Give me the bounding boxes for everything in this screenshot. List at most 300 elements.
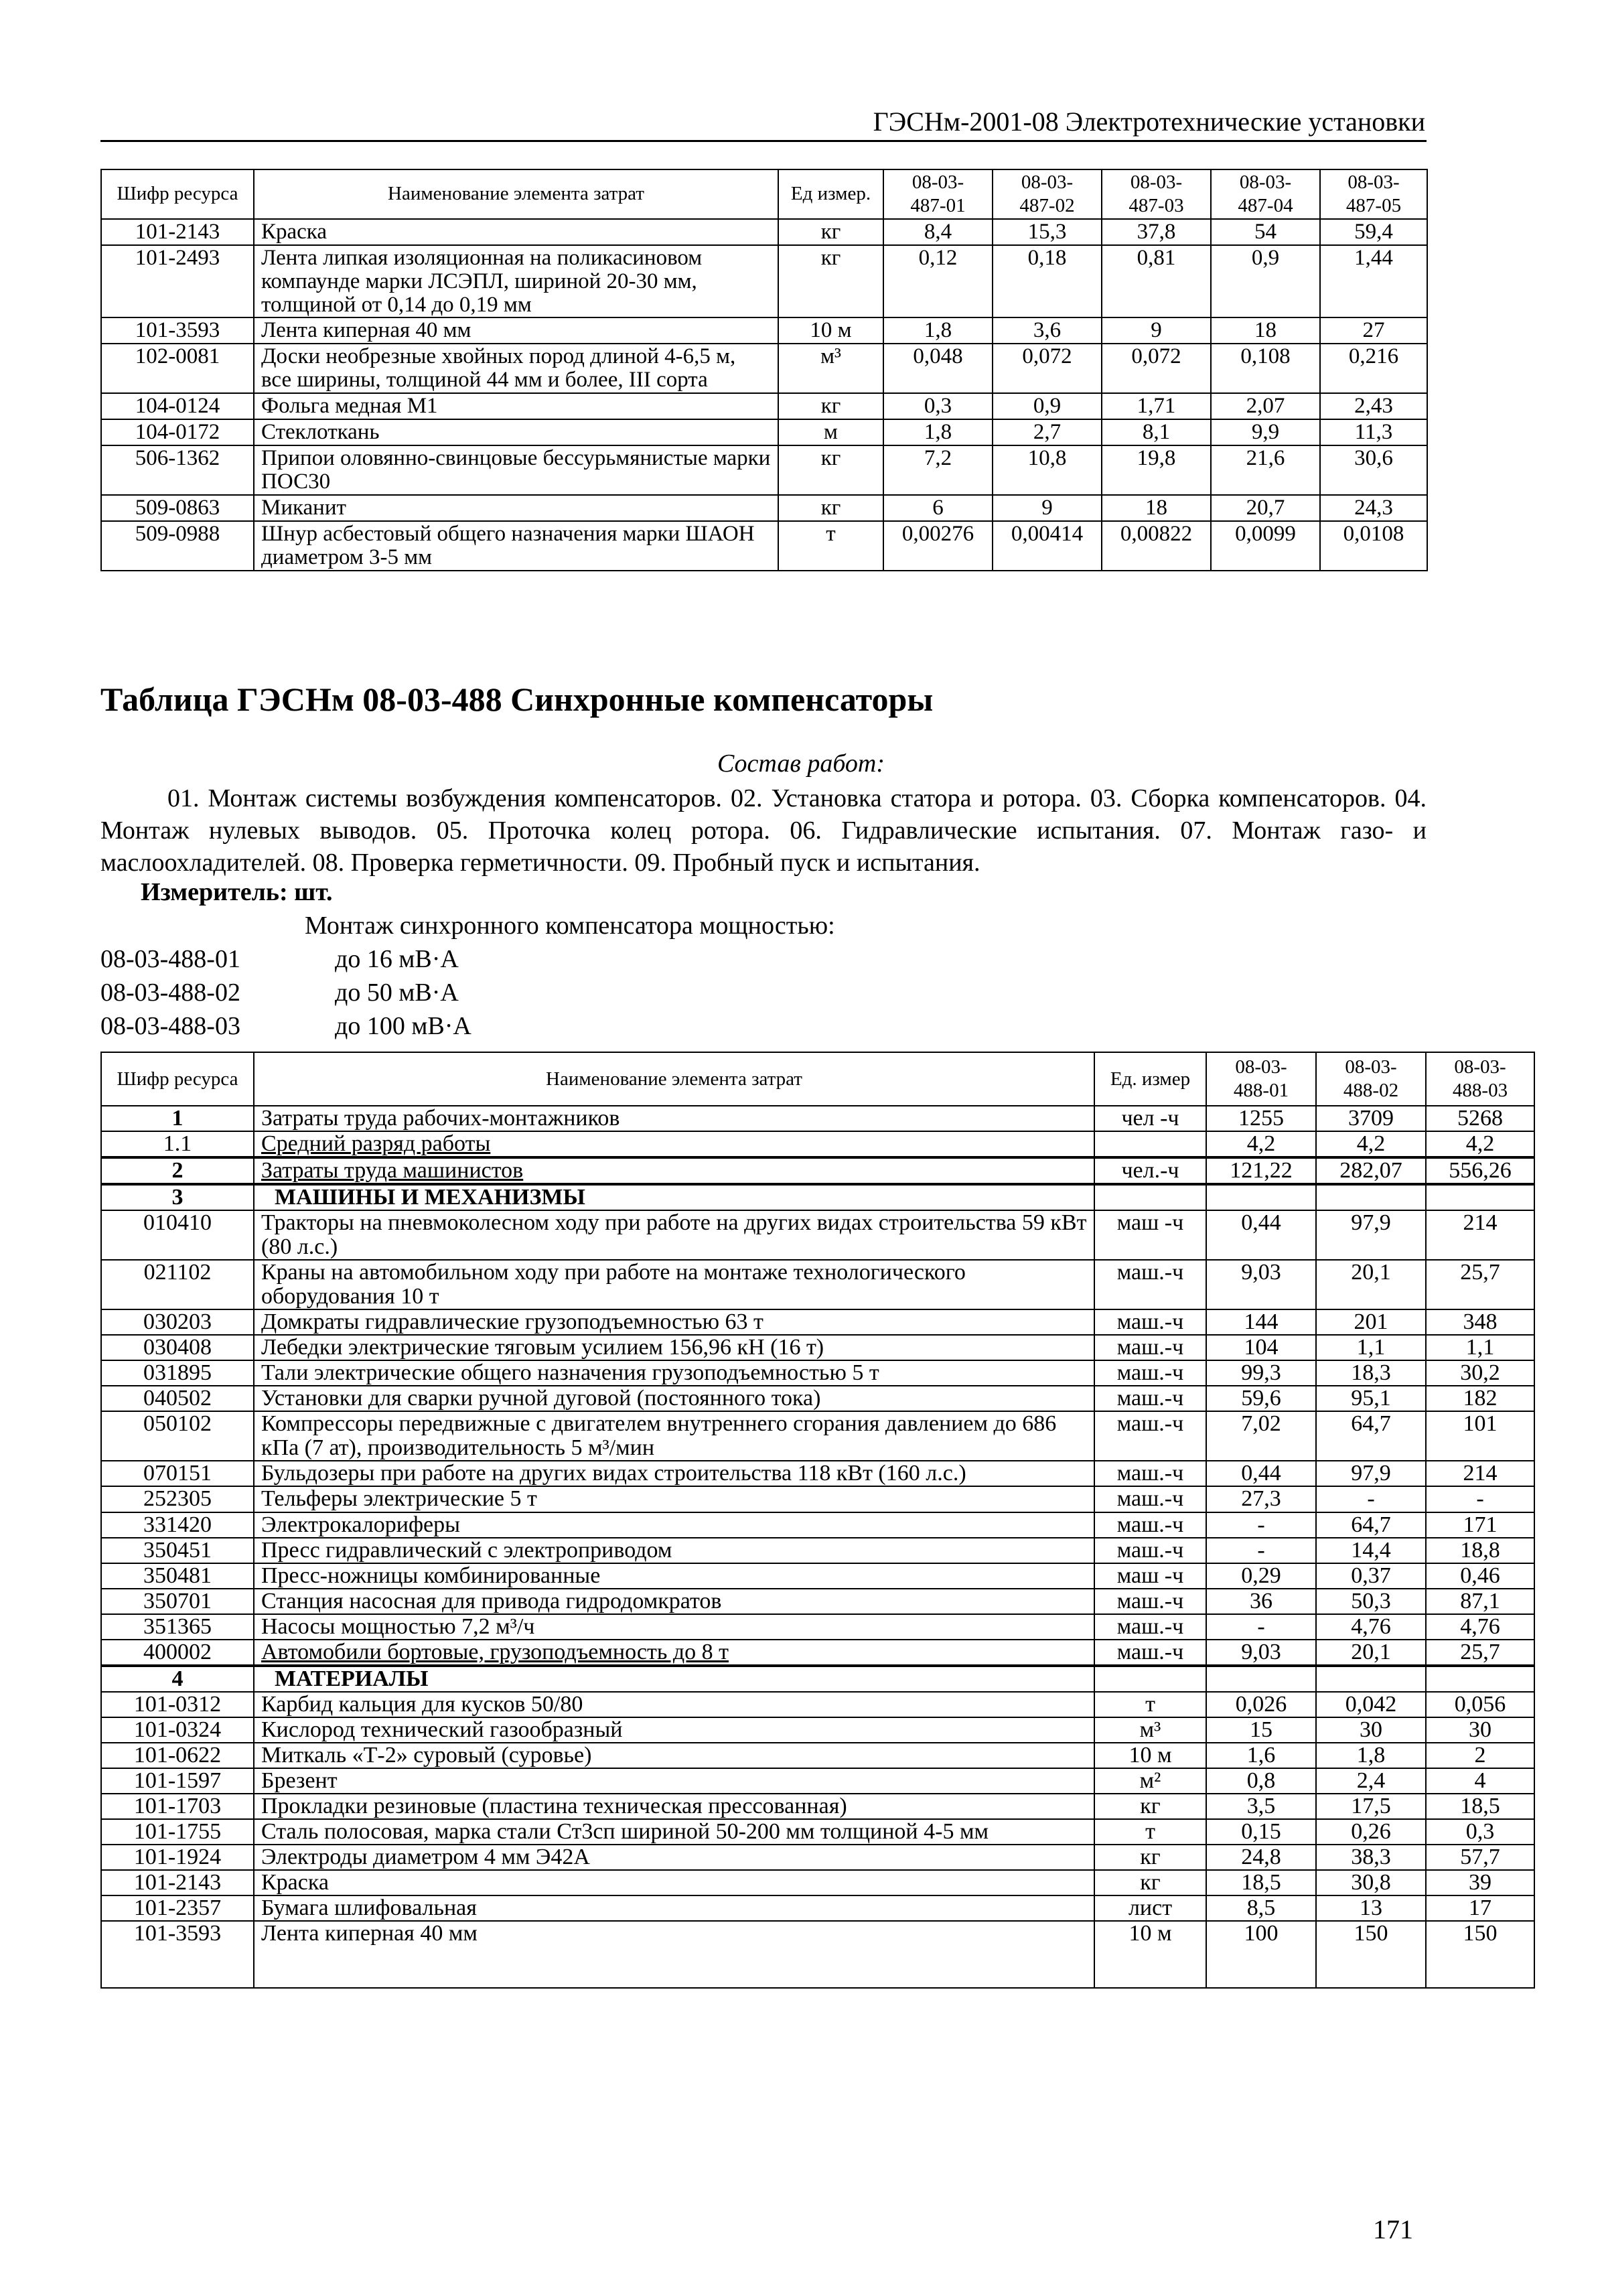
unit: 10 м xyxy=(1094,1743,1206,1768)
resource-code: 1 xyxy=(101,1106,254,1131)
norm-value: 0,18 xyxy=(993,245,1102,318)
norm-value: 87,1 xyxy=(1426,1589,1534,1614)
resource-code: 030408 xyxy=(101,1335,254,1360)
header-unit: Ед измер. xyxy=(778,169,883,219)
variant-value: до 16 мВ·А xyxy=(335,945,459,973)
cost-element-name: Миткаль «Т-2» суровый (суровье) xyxy=(254,1743,1094,1768)
unit: маш -ч xyxy=(1094,1563,1206,1589)
unit: кг xyxy=(1094,1845,1206,1870)
header-column-487-05: 08-03- 487-05 xyxy=(1320,169,1427,219)
unit: кг xyxy=(1094,1794,1206,1819)
resource-code: 104-0124 xyxy=(101,393,254,419)
resource-code: 021102 xyxy=(101,1260,254,1309)
norm-value: 0,81 xyxy=(1102,245,1211,318)
norm-value: 3,6 xyxy=(993,317,1102,344)
unit: т xyxy=(1094,1819,1206,1845)
norm-value: 59,6 xyxy=(1206,1386,1316,1411)
norm-value: 9 xyxy=(993,495,1102,521)
table-title: Таблица ГЭСНм 08-03-488 Синхронные компенсаторы xyxy=(100,680,934,718)
resource-code: 101-2143 xyxy=(101,1870,254,1895)
work-composition-label: Состав работ: xyxy=(717,749,885,778)
resource-code: 509-0988 xyxy=(101,521,254,571)
norm-value: 20,7 xyxy=(1211,495,1320,521)
resource-code: 351365 xyxy=(101,1614,254,1640)
table-row xyxy=(101,1717,1534,1743)
resource-code: 050102 xyxy=(101,1411,254,1461)
resource-code: 4 xyxy=(101,1666,254,1692)
table-row xyxy=(101,393,1427,419)
norm-value: 17 xyxy=(1426,1895,1534,1921)
norm-value: - xyxy=(1206,1512,1316,1538)
norm-value: 15,3 xyxy=(993,219,1102,245)
norm-value: 0,29 xyxy=(1206,1563,1316,1589)
resource-code: 102-0081 xyxy=(101,344,254,393)
table-row xyxy=(101,344,1427,393)
norm-value: 1,6 xyxy=(1206,1743,1316,1768)
norm-value: 8,4 xyxy=(883,219,993,245)
cost-element-name: Брезент xyxy=(254,1768,1094,1794)
table-row xyxy=(101,1131,1534,1157)
table-row xyxy=(101,1461,1534,1486)
table-body xyxy=(101,219,1427,571)
norm-value: 0,44 xyxy=(1206,1210,1316,1260)
norm-value: 0,3 xyxy=(1426,1819,1534,1845)
resource-code: 101-1597 xyxy=(101,1768,254,1794)
cost-element-name: Насосы мощностью 7,2 м³/ч xyxy=(254,1614,1094,1640)
norm-value xyxy=(1426,1666,1534,1692)
norm-value: 6 xyxy=(883,495,993,521)
header-column-487-01: 08-03- 487-01 xyxy=(883,169,993,219)
norm-value: 27 xyxy=(1320,317,1427,344)
norm-value: 36 xyxy=(1206,1589,1316,1614)
norm-value: 39 xyxy=(1426,1870,1534,1895)
unit: маш.-ч xyxy=(1094,1309,1206,1335)
resource-code: 040502 xyxy=(101,1386,254,1411)
norm-value: 282,07 xyxy=(1316,1157,1426,1184)
table-row xyxy=(101,1106,1534,1131)
norm-value: 0,026 xyxy=(1206,1692,1316,1717)
page-number: 171 xyxy=(1373,2214,1413,2244)
cost-element-name: Затраты труда машинистов xyxy=(254,1157,1094,1184)
norm-value: 104 xyxy=(1206,1335,1316,1360)
norm-value: 64,7 xyxy=(1316,1411,1426,1461)
norm-value: 1,8 xyxy=(883,317,993,344)
norm-value: 0,108 xyxy=(1211,344,1320,393)
norm-value: 24,3 xyxy=(1320,495,1427,521)
table-row xyxy=(101,1411,1534,1461)
unit: маш.-ч xyxy=(1094,1335,1206,1360)
norm-value: 0,056 xyxy=(1426,1692,1534,1717)
table-row xyxy=(101,1260,1534,1309)
norm-value: 8,1 xyxy=(1102,419,1211,445)
norm-value: 20,1 xyxy=(1316,1640,1426,1666)
norm-value: 13 xyxy=(1316,1895,1426,1921)
table-row xyxy=(101,1589,1534,1614)
unit xyxy=(1094,1666,1206,1692)
resource-code: 030203 xyxy=(101,1309,254,1335)
table-row xyxy=(101,1563,1534,1589)
norm-value: 37,8 xyxy=(1102,219,1211,245)
cost-element-name: МАТЕРИАЛЫ xyxy=(254,1666,1094,1692)
norm-value xyxy=(1426,1184,1534,1210)
cost-element-name: Краны на автомобильном ходу при работе на монтаже технологического оборудования 10 т xyxy=(254,1260,1094,1309)
table-row xyxy=(101,1538,1534,1563)
norm-value: 0,46 xyxy=(1426,1563,1534,1589)
norm-value: 2 xyxy=(1426,1743,1534,1768)
resource-code: 509-0863 xyxy=(101,495,254,521)
cost-element-name: Станция насосная для привода гидродомкратов xyxy=(254,1589,1094,1614)
norm-value: 7,02 xyxy=(1206,1411,1316,1461)
resource-code: 1.1 xyxy=(101,1131,254,1157)
norm-value xyxy=(1206,1184,1316,1210)
header-resource-code: Шифр ресурса xyxy=(101,1052,254,1106)
norm-value: 17,5 xyxy=(1316,1794,1426,1819)
cost-element-name: Бумага шлифовальная xyxy=(254,1895,1094,1921)
unit: маш.-ч xyxy=(1094,1538,1206,1563)
norm-value: 0,072 xyxy=(1102,344,1211,393)
norm-value: 1255 xyxy=(1206,1106,1316,1131)
norm-value: 1,44 xyxy=(1320,245,1427,318)
mount-title: Монтаж синхронного компенсатора мощностью: xyxy=(305,912,835,940)
norm-value: 21,6 xyxy=(1211,445,1320,495)
unit: кг xyxy=(778,445,883,495)
cost-element-name: Пресс гидравлический с электроприводом xyxy=(254,1538,1094,1563)
cost-element-name: Компрессоры передвижные с двигателем внутреннего сгорания давлением до 686 кПа (7 ат), производительность 5 м³/мин xyxy=(254,1411,1094,1461)
cost-element-name: Электроды диаметром 4 мм Э42А xyxy=(254,1845,1094,1870)
norm-value: 25,7 xyxy=(1426,1260,1534,1309)
table-header-row xyxy=(101,1052,1534,1106)
norm-value: 0,15 xyxy=(1206,1819,1316,1845)
unit: маш.-ч xyxy=(1094,1461,1206,1486)
norm-value: 15 xyxy=(1206,1717,1316,1743)
norm-value: 7,2 xyxy=(883,445,993,495)
norm-value: 171 xyxy=(1426,1512,1534,1538)
norm-value: 11,3 xyxy=(1320,419,1427,445)
unit: маш.-ч xyxy=(1094,1386,1206,1411)
unit: 10 м xyxy=(778,317,883,344)
resource-code: 252305 xyxy=(101,1486,254,1512)
unit: м² xyxy=(1094,1768,1206,1794)
unit: т xyxy=(778,521,883,571)
cost-element-name: Миканит xyxy=(254,495,778,521)
table-row xyxy=(101,1819,1534,1845)
table-row xyxy=(101,1895,1534,1921)
resource-code: 2 xyxy=(101,1157,254,1184)
norm-value: 38,3 xyxy=(1316,1845,1426,1870)
norm-value: 97,9 xyxy=(1316,1461,1426,1486)
cost-element-name: Пресс-ножницы комбинированные xyxy=(254,1563,1094,1589)
norm-value: 0,0108 xyxy=(1320,521,1427,571)
norm-value xyxy=(1206,1666,1316,1692)
resource-code: 101-2493 xyxy=(101,245,254,318)
cost-element-name: Стеклоткань xyxy=(254,419,778,445)
norm-value: 30,8 xyxy=(1316,1870,1426,1895)
cost-element-name: МАШИНЫ И МЕХАНИЗМЫ xyxy=(254,1184,1094,1210)
norm-value: 0,44 xyxy=(1206,1461,1316,1486)
resource-code: 101-0324 xyxy=(101,1717,254,1743)
norm-value: 3709 xyxy=(1316,1106,1426,1131)
cost-element-name: Доски необрезные хвойных пород длиной 4-6,5 м, все ширины, толщиной 44 мм и более, III сорта xyxy=(254,344,778,393)
norm-value: 99,3 xyxy=(1206,1360,1316,1386)
table-row xyxy=(101,419,1427,445)
norm-value: 4 xyxy=(1426,1768,1534,1794)
norm-value: 18,5 xyxy=(1206,1870,1316,1895)
norm-value: 0,048 xyxy=(883,344,993,393)
table-row xyxy=(101,1486,1534,1512)
norm-value: 0,37 xyxy=(1316,1563,1426,1589)
table-487-materials xyxy=(100,169,1428,571)
header-column-487-02: 08-03- 487-02 xyxy=(993,169,1102,219)
norm-value: 27,3 xyxy=(1206,1486,1316,1512)
cost-element-name: Фольга медная М1 xyxy=(254,393,778,419)
norm-value: 2,4 xyxy=(1316,1768,1426,1794)
table-row xyxy=(101,219,1427,245)
header-column-488-01: 08-03- 488-01 xyxy=(1206,1052,1316,1106)
norm-value: 10,8 xyxy=(993,445,1102,495)
unit: маш.-ч xyxy=(1094,1360,1206,1386)
norm-value: 2,43 xyxy=(1320,393,1427,419)
norm-value: 19,8 xyxy=(1102,445,1211,495)
resource-code: 350451 xyxy=(101,1538,254,1563)
norm-value: 1,1 xyxy=(1426,1335,1534,1360)
norm-value: 0,26 xyxy=(1316,1819,1426,1845)
resource-code: 101-2143 xyxy=(101,219,254,245)
table-row xyxy=(101,1309,1534,1335)
unit: м³ xyxy=(1094,1717,1206,1743)
norm-value: 18,3 xyxy=(1316,1360,1426,1386)
norm-value: 95,1 xyxy=(1316,1386,1426,1411)
resource-code: 101-1755 xyxy=(101,1819,254,1845)
section-heading-row xyxy=(101,1184,1534,1210)
table-row xyxy=(101,1921,1534,1988)
norm-value: 348 xyxy=(1426,1309,1534,1335)
unit: кг xyxy=(778,393,883,419)
norm-value: 30 xyxy=(1316,1717,1426,1743)
norm-value: 150 xyxy=(1316,1921,1426,1988)
norm-value: 64,7 xyxy=(1316,1512,1426,1538)
cost-element-name: Бульдозеры при работе на других видах строительства 118 кВт (160 л.с.) xyxy=(254,1461,1094,1486)
work-composition-text xyxy=(100,782,1427,879)
cost-element-name: Средний разряд работы xyxy=(254,1131,1094,1157)
norm-value: - xyxy=(1426,1486,1534,1512)
norm-value: 0,0099 xyxy=(1211,521,1320,571)
norm-value: 556,26 xyxy=(1426,1157,1534,1184)
unit: маш.-ч xyxy=(1094,1640,1206,1666)
header-column-487-03: 08-03- 487-03 xyxy=(1102,169,1211,219)
norm-value: 101 xyxy=(1426,1411,1534,1461)
cost-element-name: Шнур асбестовый общего назначения марки ШАОН диаметром 3-5 мм xyxy=(254,521,778,571)
unit: маш -ч xyxy=(1094,1210,1206,1260)
norm-value: 0,00414 xyxy=(993,521,1102,571)
unit: кг xyxy=(778,495,883,521)
norm-value: 8,5 xyxy=(1206,1895,1316,1921)
table-row xyxy=(101,1640,1534,1666)
cost-element-name: Сталь полосовая, марка стали Ст3сп шириной 50-200 мм толщиной 4-5 мм xyxy=(254,1819,1094,1845)
norm-value: 2,07 xyxy=(1211,393,1320,419)
norm-value: 30,6 xyxy=(1320,445,1427,495)
norm-value: 18,8 xyxy=(1426,1538,1534,1563)
variant-value: до 50 мВ·А xyxy=(335,979,459,1007)
table-row xyxy=(101,1512,1534,1538)
norm-value: 18,5 xyxy=(1426,1794,1534,1819)
cost-element-name: Домкраты гидравлические грузоподъемностью 63 т xyxy=(254,1309,1094,1335)
variant-code: 08-03-488-02 xyxy=(100,979,240,1007)
table-row xyxy=(101,1335,1534,1360)
table-row xyxy=(101,1210,1534,1260)
variant-code: 08-03-488-01 xyxy=(100,945,240,973)
table-row xyxy=(101,245,1427,318)
norm-value: 9,9 xyxy=(1211,419,1320,445)
cost-element-name: Автомобили бортовые, грузоподъемность до 8 т xyxy=(254,1640,1094,1666)
norm-value xyxy=(1316,1666,1426,1692)
table-row xyxy=(101,1360,1534,1386)
resource-code: 101-3593 xyxy=(101,1921,254,1988)
unit: маш.-ч xyxy=(1094,1486,1206,1512)
section-heading-row xyxy=(101,1666,1534,1692)
header-column-488-03: 08-03- 488-03 xyxy=(1426,1052,1534,1106)
table-row xyxy=(101,1794,1534,1819)
resource-code: 350481 xyxy=(101,1563,254,1589)
norm-value: 182 xyxy=(1426,1386,1534,1411)
norm-value: 59,4 xyxy=(1320,219,1427,245)
norm-value: 0,8 xyxy=(1206,1768,1316,1794)
norm-value: 0,072 xyxy=(993,344,1102,393)
norm-value: - xyxy=(1316,1486,1426,1512)
norm-value: 20,1 xyxy=(1316,1260,1426,1309)
table-row xyxy=(101,317,1427,344)
cost-element-name: Карбид кальция для кусков 50/80 xyxy=(254,1692,1094,1717)
unit: чел.-ч xyxy=(1094,1157,1206,1184)
norm-value: 14,4 xyxy=(1316,1538,1426,1563)
table-row xyxy=(101,1845,1534,1870)
running-header-text: ГЭСНм-2001-08 Электротехнические установки xyxy=(873,106,1425,137)
norm-value: 54 xyxy=(1211,219,1320,245)
unit: маш.-ч xyxy=(1094,1411,1206,1461)
norm-value: 121,22 xyxy=(1206,1157,1316,1184)
cost-element-name: Лента липкая изоляционная на поликасиновом компаунде марки ЛСЭПЛ, шириной 20-30 мм, толщиной от 0,14 до 0,19 мм xyxy=(254,245,778,318)
norm-value: 1,71 xyxy=(1102,393,1211,419)
resource-code: 350701 xyxy=(101,1589,254,1614)
resource-code: 070151 xyxy=(101,1461,254,1486)
running-header xyxy=(100,100,1427,142)
norm-value: 150 xyxy=(1426,1921,1534,1988)
cost-element-name: Тельферы электрические 5 т xyxy=(254,1486,1094,1512)
cost-element-name: Лебедки электрические тяговым усилием 156,96 кН (16 т) xyxy=(254,1335,1094,1360)
table-row xyxy=(101,445,1427,495)
header-cost-element: Наименование элемента затрат xyxy=(254,1052,1094,1106)
table-row xyxy=(101,1692,1534,1717)
table-row xyxy=(101,1743,1534,1768)
table-row xyxy=(101,1768,1534,1794)
norm-value: 30 xyxy=(1426,1717,1534,1743)
header-resource-code: Шифр ресурса xyxy=(101,169,254,219)
norm-value: 18 xyxy=(1211,317,1320,344)
norm-value: 144 xyxy=(1206,1309,1316,1335)
cost-element-name: Лента киперная 40 мм xyxy=(254,1921,1094,1988)
norm-value: 4,2 xyxy=(1206,1131,1316,1157)
table-row xyxy=(101,1386,1534,1411)
table-488-resources xyxy=(100,1052,1535,1989)
norm-value: 9,03 xyxy=(1206,1260,1316,1309)
norm-value: 0,00822 xyxy=(1102,521,1211,571)
header-column-487-04: 08-03- 487-04 xyxy=(1211,169,1320,219)
unit: маш.-ч xyxy=(1094,1614,1206,1640)
table-body xyxy=(101,1106,1534,1988)
norm-value: 0,3 xyxy=(883,393,993,419)
measure-unit: Измеритель: шт. xyxy=(141,878,333,906)
norm-value: 0,216 xyxy=(1320,344,1427,393)
resource-code: 400002 xyxy=(101,1640,254,1666)
norm-value: 9 xyxy=(1102,317,1211,344)
resource-code: 331420 xyxy=(101,1512,254,1538)
resource-code: 101-1703 xyxy=(101,1794,254,1819)
table-row xyxy=(101,1157,1534,1184)
norm-value: 57,7 xyxy=(1426,1845,1534,1870)
norm-value: 0,00276 xyxy=(883,521,993,571)
variant-value: до 100 мВ·А xyxy=(335,1012,471,1040)
norm-value: 50,3 xyxy=(1316,1589,1426,1614)
norm-value: 4,76 xyxy=(1316,1614,1426,1640)
unit: м³ xyxy=(778,344,883,393)
cost-element-name: Затраты труда рабочих-монтажников xyxy=(254,1106,1094,1131)
unit: чел -ч xyxy=(1094,1106,1206,1131)
table-row xyxy=(101,1870,1534,1895)
resource-code: 506-1362 xyxy=(101,445,254,495)
norm-value: 4,2 xyxy=(1426,1131,1534,1157)
unit: маш.-ч xyxy=(1094,1260,1206,1309)
unit: маш.-ч xyxy=(1094,1589,1206,1614)
unit xyxy=(1094,1131,1206,1157)
norm-value: 18 xyxy=(1102,495,1211,521)
resource-code: 101-3593 xyxy=(101,317,254,344)
cost-element-name: Краска xyxy=(254,219,778,245)
norm-value: 1,8 xyxy=(883,419,993,445)
norm-value: 5268 xyxy=(1426,1106,1534,1131)
unit: 10 м xyxy=(1094,1921,1206,1988)
cost-element-name: Кислород технический газообразный xyxy=(254,1717,1094,1743)
cost-element-name: Тали электрические общего назначения грузоподъемностью 5 т xyxy=(254,1360,1094,1386)
norm-value: 0,9 xyxy=(993,393,1102,419)
table-row xyxy=(101,495,1427,521)
header-cost-element: Наименование элемента затрат xyxy=(254,169,778,219)
norm-value: 0,12 xyxy=(883,245,993,318)
norm-value: 3,5 xyxy=(1206,1794,1316,1819)
unit: м xyxy=(778,419,883,445)
work-composition-body: 01. Монтаж системы возбуждения компенсаторов. 02. Установка статора и ротора. 03. Сборка компенсаторов. 04. Монтаж нулевых выводов. 05. Проточка колец ротора. 06. Гидравлические испытания. 07. Монтаж газо- и маслоохладителей. 08. Проверка герметичности. 09. Пробный пуск и испытания. xyxy=(100,784,1427,877)
unit: лист xyxy=(1094,1895,1206,1921)
norm-value: 0,9 xyxy=(1211,245,1320,318)
table-row xyxy=(101,1614,1534,1640)
header-unit: Ед. измер xyxy=(1094,1052,1206,1106)
norm-value: 1,1 xyxy=(1316,1335,1426,1360)
resource-code: 104-0172 xyxy=(101,419,254,445)
cost-element-name: Установки для сварки ручной дуговой (постоянного тока) xyxy=(254,1386,1094,1411)
resource-code: 010410 xyxy=(101,1210,254,1260)
unit: маш.-ч xyxy=(1094,1512,1206,1538)
cost-element-name: Прокладки резиновые (пластина техническая прессованная) xyxy=(254,1794,1094,1819)
cost-element-name: Тракторы на пневмоколесном ходу при работе на других видах строительства 59 кВт (80 л.с.) xyxy=(254,1210,1094,1260)
table-header-row xyxy=(101,169,1427,219)
norm-value: 25,7 xyxy=(1426,1640,1534,1666)
norm-value xyxy=(1316,1184,1426,1210)
norm-value: 214 xyxy=(1426,1210,1534,1260)
resource-code: 101-0312 xyxy=(101,1692,254,1717)
resource-code: 101-1924 xyxy=(101,1845,254,1870)
cost-element-name: Электрокалориферы xyxy=(254,1512,1094,1538)
resource-code: 3 xyxy=(101,1184,254,1210)
norm-value: 0,042 xyxy=(1316,1692,1426,1717)
norm-value: 100 xyxy=(1206,1921,1316,1988)
